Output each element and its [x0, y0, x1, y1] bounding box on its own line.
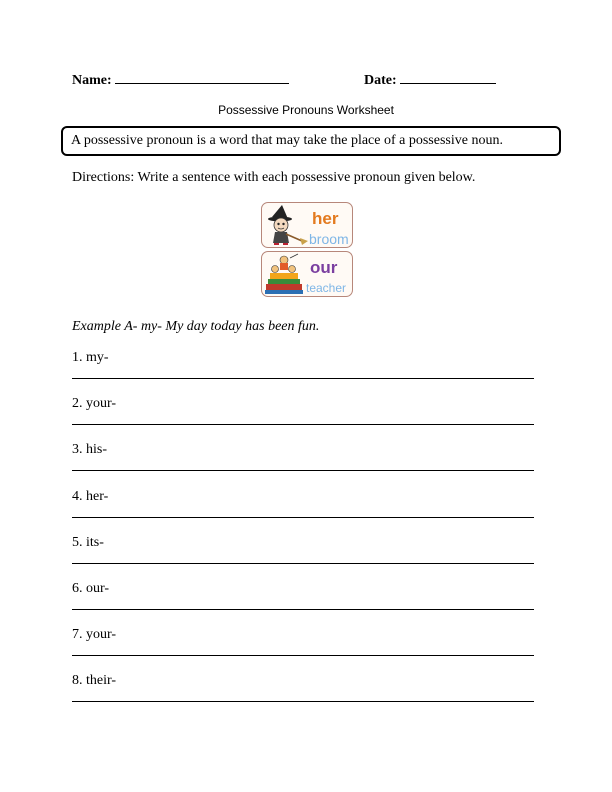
name-blank[interactable]	[115, 70, 289, 84]
card-noun: broom	[309, 231, 349, 247]
answer-line[interactable]	[72, 517, 534, 518]
exercise-item-label: 5. its-	[72, 535, 104, 550]
exercise-item-label: 2. your-	[72, 396, 117, 411]
answer-line[interactable]	[72, 470, 534, 471]
witch-icon	[262, 203, 352, 247]
exercise-item-label: 3. his-	[72, 442, 107, 457]
answer-line[interactable]	[72, 563, 534, 564]
teacher-icon	[262, 252, 352, 296]
card-her-broom	[261, 202, 353, 248]
exercise-item-label: 1. my-	[72, 350, 109, 365]
answer-line[interactable]	[72, 655, 534, 656]
date-label: Date:	[364, 73, 397, 88]
directions-text: Directions: Write a sentence with each possessive pronoun given below.	[72, 170, 476, 185]
exercise-item-label: 6. our-	[72, 581, 110, 596]
example-sentence: Example A- my- My day today has been fun.	[72, 319, 320, 334]
card-pronoun: her	[312, 209, 339, 228]
answer-line[interactable]	[72, 424, 534, 425]
answer-line[interactable]	[72, 609, 534, 610]
date-field	[364, 70, 496, 89]
card-pronoun: our	[310, 258, 338, 277]
card-our-teacher	[261, 251, 353, 297]
date-blank[interactable]	[400, 70, 496, 84]
exercise-item-label: 7. your-	[72, 627, 117, 642]
exercise-item-label: 4. her-	[72, 489, 109, 504]
name-label: Name:	[72, 73, 112, 88]
definition-text: A possessive pronoun is a word that may take the place of a possessive noun.	[71, 133, 503, 148]
name-field	[72, 70, 289, 89]
worksheet-title: Possessive Pronouns Worksheet	[218, 103, 394, 117]
answer-line[interactable]	[72, 701, 534, 702]
answer-line[interactable]	[72, 378, 534, 379]
exercise-item-label: 8. their-	[72, 673, 117, 688]
card-noun: teacher	[306, 281, 347, 295]
